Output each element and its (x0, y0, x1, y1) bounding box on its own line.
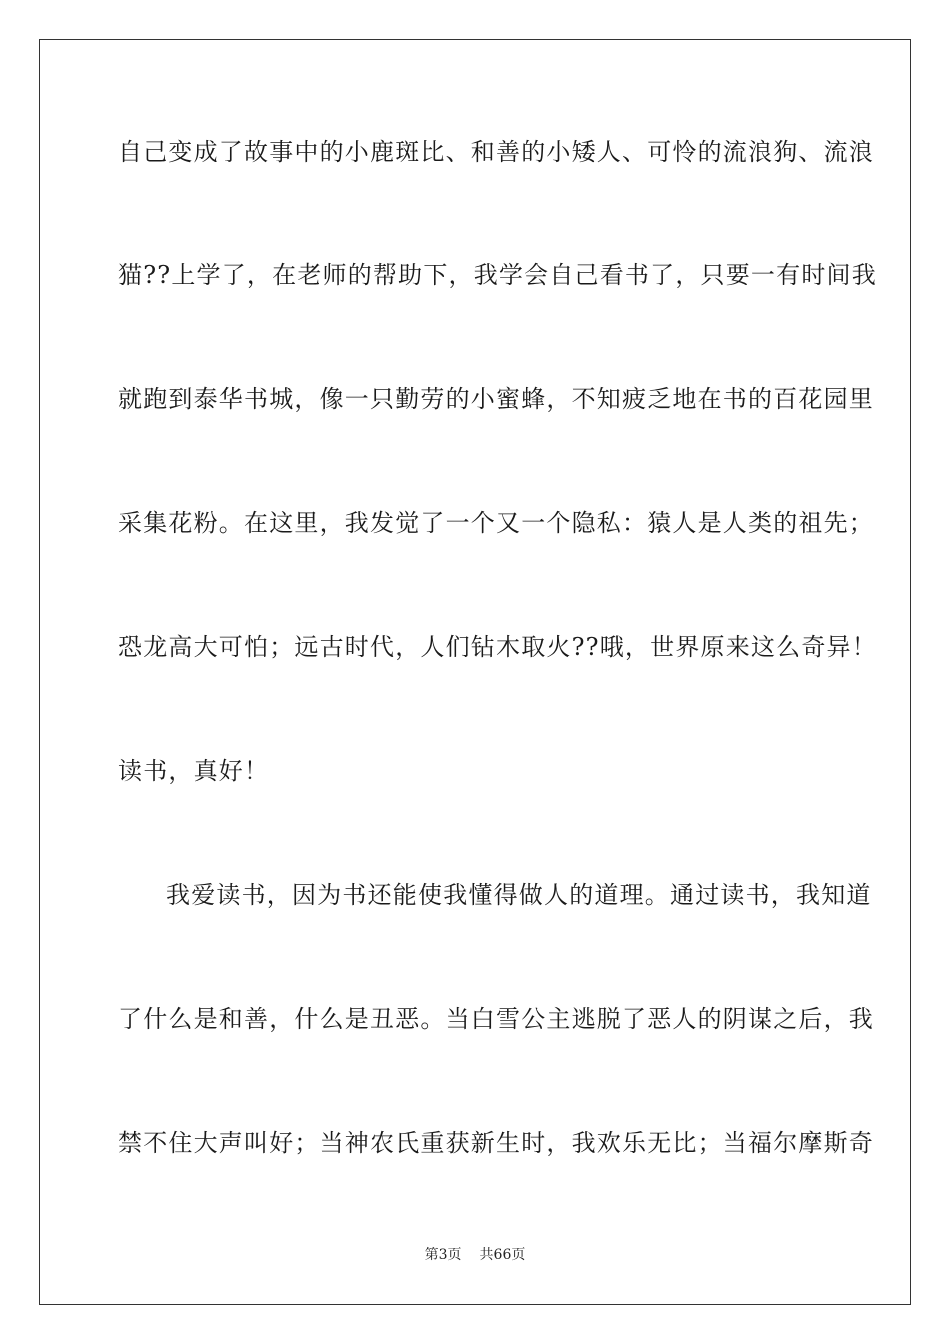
text-line: 猫??上学了，在老师的帮助下，我学会自己看书了，只要一有时间我 (118, 261, 877, 289)
text-line: 采集花粉。在这里，我发觉了一个又一个隐私：猿人是人类的祖先； (118, 509, 874, 537)
text-line: 自己变成了故事中的小鹿斑比、和善的小矮人、可怜的流浪狗、流浪 (118, 138, 874, 166)
total-pages: 共66页 (479, 1247, 526, 1263)
text-line: 读书，真好！ (118, 757, 270, 785)
page-number: 第3页 (424, 1247, 462, 1263)
text-line: 禁不住大声叫好；当神农氏重获新生时，我欢乐无比；当福尔摩斯奇 (118, 1129, 874, 1157)
text-line: 恐龙高大可怕；远古时代，人们钻木取火??哦，世界原来这么奇异！ (118, 633, 877, 661)
paragraph-first-line: 我爱读书，因为书还能使我懂得做人的道理。通过读书，我知道 (166, 881, 872, 909)
text-line: 了什么是和善，什么是丑恶。当白雪公主逃脱了恶人的阴谋之后，我 (118, 1005, 874, 1033)
page-frame (39, 39, 911, 1305)
text-line: 就跑到泰华书城，像一只勤劳的小蜜蜂，不知疲乏地在书的百花园里 (118, 385, 874, 413)
page-footer (0, 1246, 950, 1264)
